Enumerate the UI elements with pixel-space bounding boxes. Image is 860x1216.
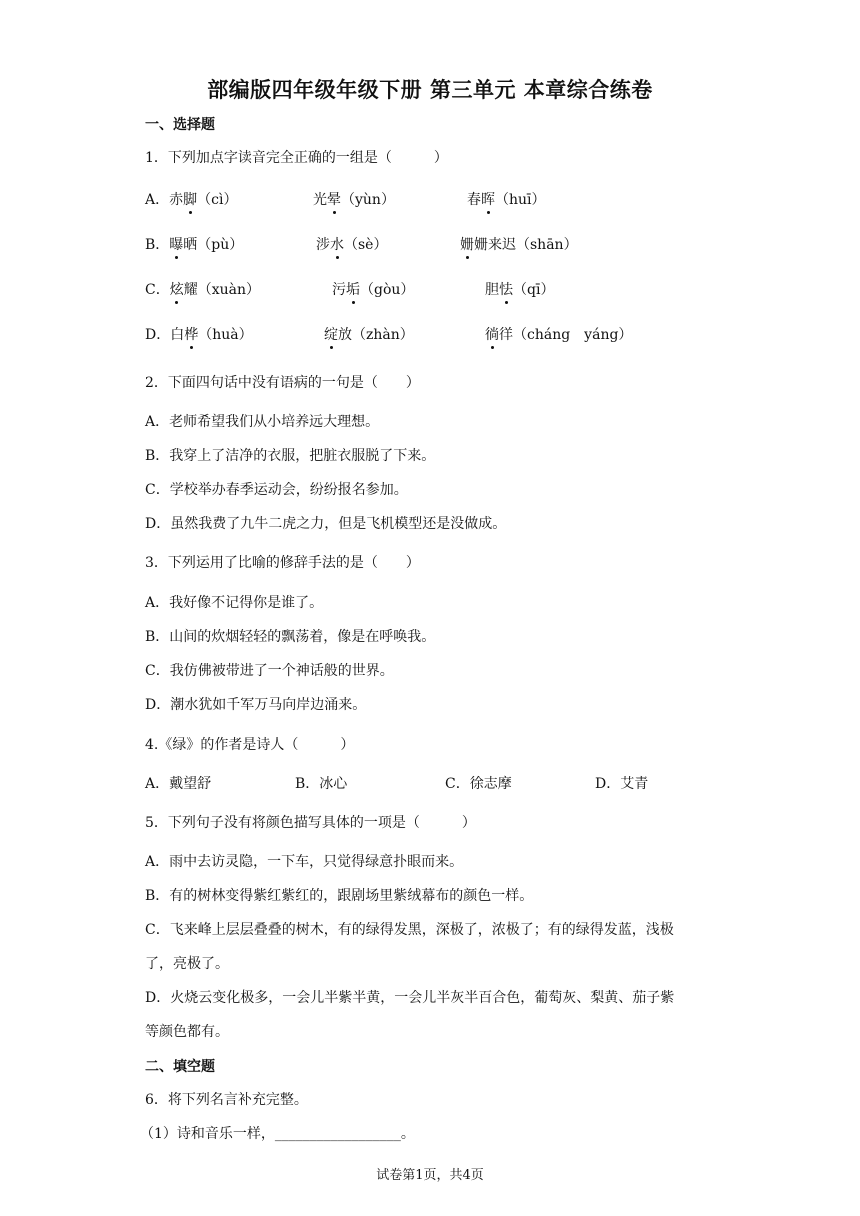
q3-option-c: C．我仿佛被带进了一个神话般的世界。 bbox=[145, 663, 394, 679]
dotted-char: 怯 bbox=[499, 279, 513, 299]
q1-option-d-1 bbox=[145, 324, 253, 344]
q6-item-1: （1）诗和音乐一样，__________________。 bbox=[140, 1126, 415, 1142]
question-2-stem: 2．下面四句话中没有语病的一句是（ ） bbox=[145, 375, 420, 391]
option-text: 白 bbox=[170, 327, 185, 343]
q1-option-c-1 bbox=[145, 279, 260, 299]
question-1-stem: 1．下列加点字读音完全正确的一组是（ ） bbox=[145, 150, 448, 166]
dotted-char: 桦 bbox=[184, 324, 198, 344]
q1-option-c-3 bbox=[485, 279, 554, 299]
option-text: 涉 bbox=[316, 237, 330, 253]
q3-option-d: D．潮水犹如千军万马向岸边涌来。 bbox=[145, 697, 367, 713]
page-title: 部编版四年级年级下册 第三单元 本章综合练卷 bbox=[207, 78, 653, 102]
dotted-char: 水 bbox=[330, 234, 344, 254]
dotted-char: 徜 bbox=[485, 324, 499, 344]
section-heading-choice: 一、选择题 bbox=[145, 117, 215, 133]
q5-option-c-line2: 了，亮极了。 bbox=[145, 956, 229, 972]
q5-option-a: A．雨中去访灵隐，一下车，只觉得绿意扑眼而来。 bbox=[145, 854, 464, 870]
q4-option-a: A．戴望舒 bbox=[145, 776, 212, 792]
q3-option-a: A．我好像不记得你是谁了。 bbox=[145, 595, 324, 611]
q5-option-b: B．有的树林变得紫红紫红的，跟剧场里紫绒幕布的颜色一样。 bbox=[145, 888, 534, 904]
option-text: 姗来迟（shān） bbox=[474, 237, 578, 253]
q5-option-c-line1: C．飞来峰上层层叠叠的树木，有的绿得发黑，深极了，浓极了；有的绿得发蓝，浅极 bbox=[145, 922, 674, 938]
option-text: （gòu） bbox=[360, 282, 415, 298]
option-label: C． bbox=[145, 282, 170, 298]
q1-option-b-3 bbox=[460, 234, 578, 254]
option-text: （cì） bbox=[197, 192, 238, 208]
dotted-char: 晕 bbox=[327, 189, 341, 209]
option-text: 胆 bbox=[485, 282, 499, 298]
question-3-stem: 3．下列运用了比喻的修辞手法的是（ ） bbox=[145, 555, 420, 571]
option-text: 耀（xuàn） bbox=[183, 282, 260, 298]
q1-option-d-3 bbox=[485, 324, 632, 344]
dotted-char: 绽 bbox=[324, 324, 338, 344]
option-text: 春 bbox=[467, 192, 481, 208]
option-text: 放（zhàn） bbox=[338, 327, 414, 343]
q1-option-b-2 bbox=[316, 234, 387, 254]
q4-option-c: C．徐志摩 bbox=[445, 776, 512, 792]
q5-option-d-line2: 等颜色都有。 bbox=[145, 1024, 229, 1040]
q1-option-a-1 bbox=[145, 189, 237, 209]
option-text: 污 bbox=[332, 282, 346, 298]
dotted-char: 脚 bbox=[183, 189, 197, 209]
option-text: 光 bbox=[313, 192, 327, 208]
option-label: A． bbox=[145, 192, 170, 208]
q1-option-a-3 bbox=[467, 189, 546, 209]
option-text: （huà） bbox=[198, 327, 253, 343]
page-footer: 试卷第1页，共4页 bbox=[376, 1168, 484, 1183]
dotted-char: 垢 bbox=[346, 279, 360, 299]
q1-option-b-1 bbox=[145, 234, 243, 254]
option-text: 赤 bbox=[169, 192, 184, 208]
option-text: 晒（pù） bbox=[183, 237, 244, 253]
q1-option-c-2 bbox=[332, 279, 414, 299]
dotted-char: 炫 bbox=[170, 279, 184, 299]
option-label: D． bbox=[145, 327, 171, 343]
q4-option-d: D．艾青 bbox=[595, 776, 649, 792]
q3-option-b: B．山间的炊烟轻轻的飘荡着，像是在呼唤我。 bbox=[145, 629, 436, 645]
option-text: （yùn） bbox=[341, 192, 395, 208]
option-text: （huī） bbox=[495, 192, 546, 208]
q1-option-a-2 bbox=[313, 189, 395, 209]
q2-option-a: A．老师希望我们从小培养远大理想。 bbox=[145, 414, 380, 430]
dotted-char: 曝 bbox=[169, 234, 183, 254]
option-text: （qī） bbox=[513, 282, 555, 298]
question-5-stem: 5．下列句子没有将颜色描写具体的一项是（ ） bbox=[145, 815, 476, 831]
q4-option-b: B．冰心 bbox=[295, 776, 348, 792]
q1-option-d-2 bbox=[324, 324, 414, 344]
q2-option-b: B．我穿上了洁净的衣服，把脏衣服脱了下来。 bbox=[145, 448, 436, 464]
dotted-char: 姗 bbox=[460, 234, 474, 254]
dotted-char: 晖 bbox=[481, 189, 495, 209]
option-text: 徉（cháng yáng） bbox=[499, 327, 633, 343]
q2-option-d: D．虽然我费了九牛二虎之力，但是飞机模型还是没做成。 bbox=[145, 516, 507, 532]
option-label: B． bbox=[145, 237, 170, 253]
option-text: （sè） bbox=[344, 237, 388, 253]
q2-option-c: C．学校举办春季运动会，纷纷报名参加。 bbox=[145, 482, 408, 498]
question-4-stem: 4.《绿》的作者是诗人（ ） bbox=[145, 737, 355, 753]
q5-option-d-line1: D．火烧云变化极多，一会儿半紫半黄，一会儿半灰半百合色，葡萄灰、梨黄、茄子紫 bbox=[145, 990, 675, 1006]
section-heading-fill: 二、填空题 bbox=[145, 1059, 215, 1075]
question-6-stem: 6．将下列名言补充完整。 bbox=[145, 1092, 308, 1108]
